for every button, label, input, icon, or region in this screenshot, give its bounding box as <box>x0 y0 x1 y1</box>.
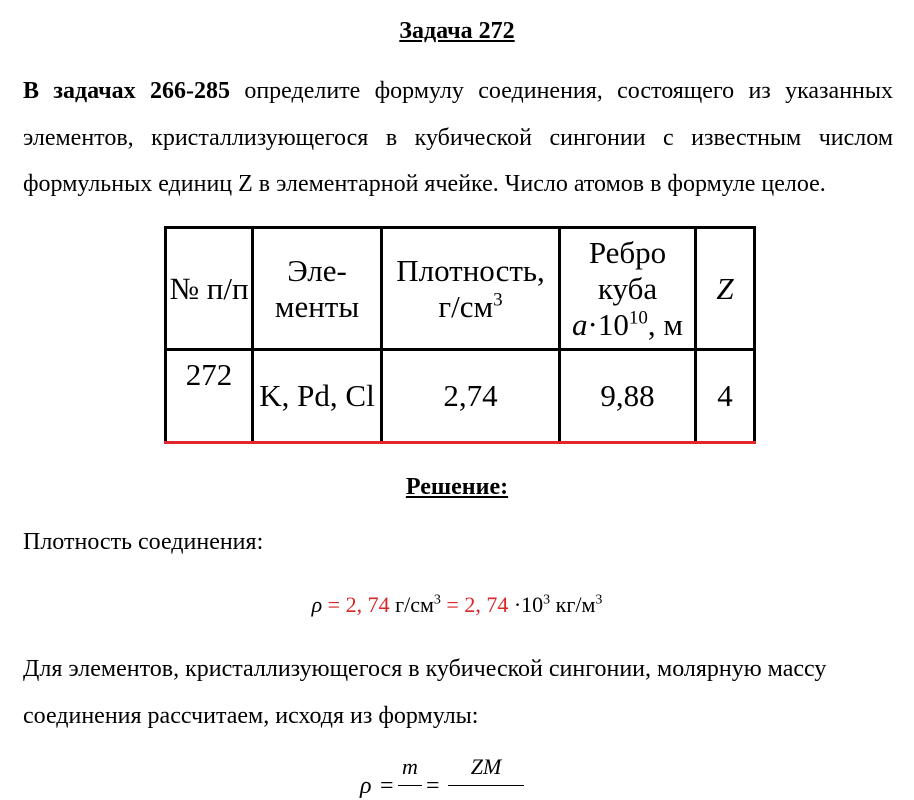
problem-title: Задача 272 <box>399 18 515 44</box>
density-fraction-formula <box>360 754 560 799</box>
problem-text: определите формулу соединения, состоящего из указанных элементов, кристаллизующегося в кубической сингонии с известным числом формульных единиц Z в элементарной ячейке. Число атомов в формуле целое. <box>23 78 893 197</box>
cell-density: 2,74 <box>382 350 560 443</box>
fraction-numerator-m: m <box>402 754 418 779</box>
problem-statement <box>23 68 893 208</box>
equals-sign: = <box>380 773 394 799</box>
cell-elements: K, Pd, Cl <box>253 350 382 443</box>
table-row <box>166 350 755 443</box>
header-number: № п/п <box>166 228 253 350</box>
cell-number: 272 <box>166 350 253 443</box>
table-header-row <box>166 228 755 350</box>
header-edge: Ребро куба $a\cdot 10^{10}$, м <box>560 228 696 350</box>
header-density: Плотность, $г/см^3$ <box>382 228 560 350</box>
header-elements: Эле- менты <box>253 228 382 350</box>
cell-z: 4 <box>696 350 755 443</box>
rho-symbol: ρ <box>360 773 372 799</box>
fraction-numerator-zm: ZM <box>470 754 502 779</box>
fraction-bar-2 <box>448 785 524 786</box>
equals-sign-2: = <box>426 773 440 799</box>
fraction-bar <box>398 785 422 786</box>
data-table <box>164 226 756 444</box>
cell-edge: 9,88 <box>560 350 696 443</box>
density-formula: ρ = 2, 74 $г/см^3 = 2$, $74 \cdot 10^3$ $кг/м^3$ <box>311 592 603 617</box>
density-label: Плотность соединения: <box>23 529 264 555</box>
problem-range: В задачах 266-285 <box>23 78 230 104</box>
header-z: Z <box>696 228 755 350</box>
molar-mass-text: Для элементов, кристаллизующегося в кубической сингонии, молярную массу соединения рассчитаем, исходя из формулы: <box>23 656 827 729</box>
solution-title: Решение: <box>405 474 509 500</box>
